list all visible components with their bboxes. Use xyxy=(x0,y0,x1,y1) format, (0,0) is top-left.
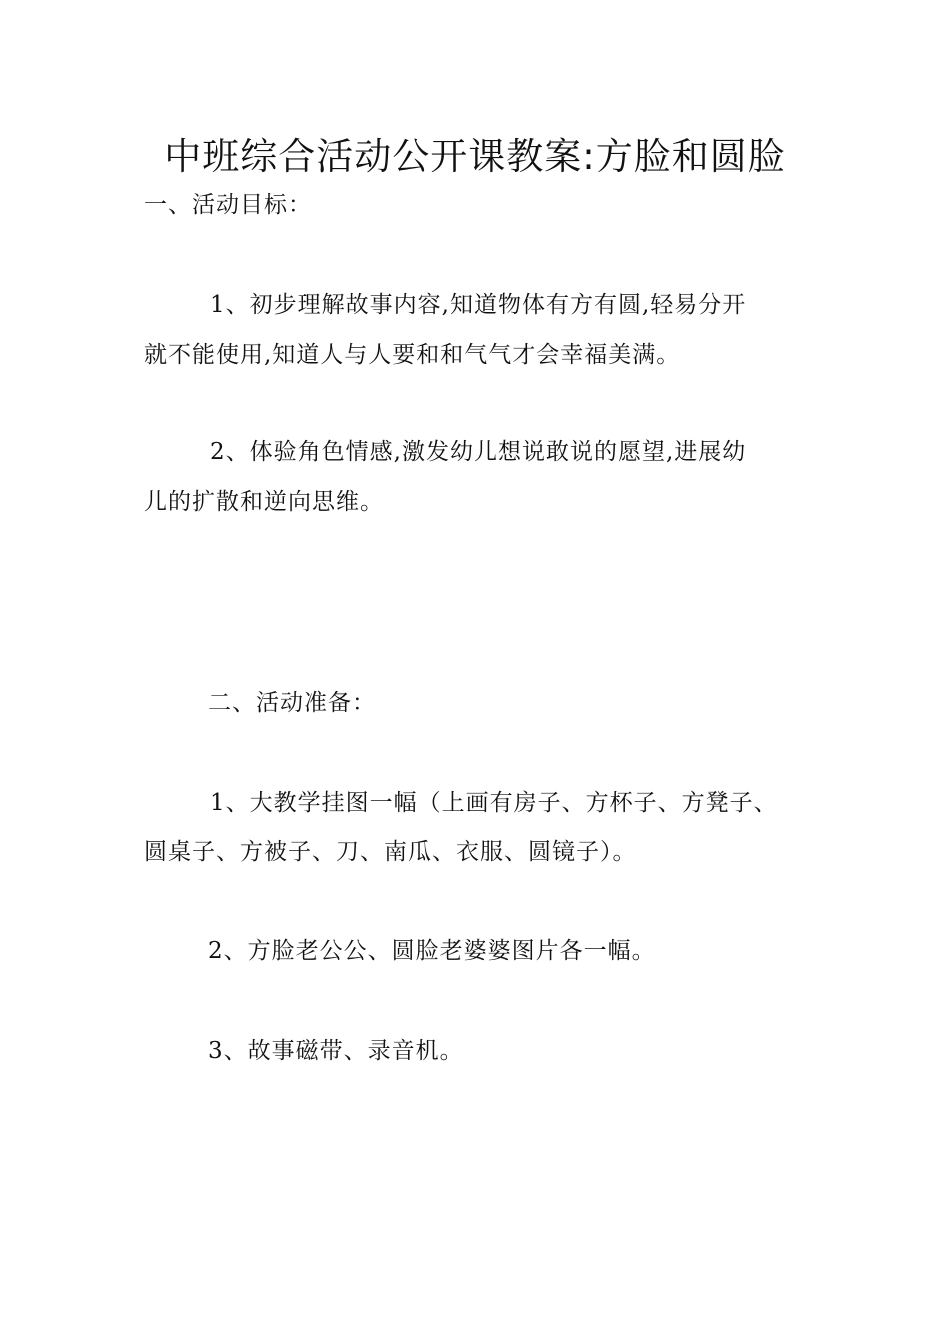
section1-item1-line1: 1、初步理解故事内容,知道物体有方有圆,轻易分开 xyxy=(210,292,747,318)
section2-item1-line2: 圆桌子、方被子、刀、南瓜、衣服、圆镜子）。 xyxy=(144,839,637,865)
section1-item2-line1: 2、体验角色情感,激发幼儿想说敢说的愿望,进展幼 xyxy=(210,439,747,465)
section2-item3: 3、故事磁带、录音机。 xyxy=(208,1038,464,1064)
section2-item2: 2、方脸老公公、圆脸老婆婆图片各一幅。 xyxy=(208,938,656,964)
section2-item1-line1: 1、大教学挂图一幅（上画有房子、方杯子、方凳子、 xyxy=(210,790,778,816)
section2-heading: 二、活动准备： xyxy=(208,690,376,716)
section1-item1-line2: 就不能使用,知道人与人要和和气气才会幸福美满。 xyxy=(144,342,681,368)
document-title: 中班综合活动公开课教案:方脸和圆脸 xyxy=(164,135,786,178)
section1-heading: 一、活动目标： xyxy=(144,192,312,218)
section1-item2-line2: 儿的扩散和逆向思维。 xyxy=(144,489,384,515)
